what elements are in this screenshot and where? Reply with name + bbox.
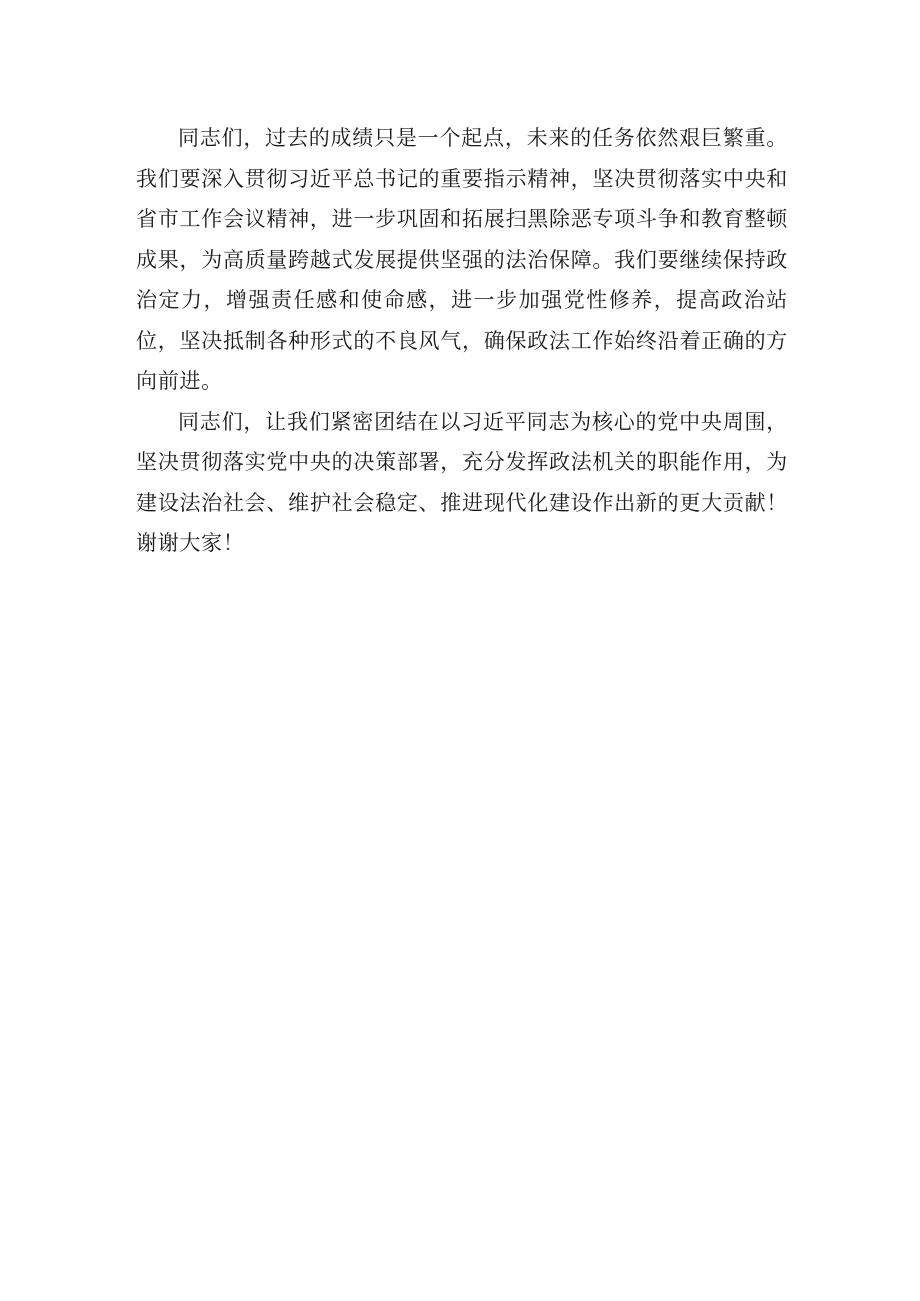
- document-body: [136, 118, 788, 564]
- paragraph-1: 同志们，过去的成绩只是一个起点，未来的任务依然艰巨繁重。我们要深入贯彻习近平总书记的重要指示精神，坚决贯彻落实中央和省市工作会议精神，进一步巩固和拓展扫黑除恶专项斗争和教育整顿成果，为高质量跨越式发展提供坚强的法治保障。我们要继续保持政治定力，增强责任感和使命感，进一步加强党性修养，提高政治站位，坚决抵制各种形式的不良风气，确保政法工作始终沿着正确的方向前进。: [136, 126, 788, 393]
- paragraph-2: 同志们，让我们紧密团结在以习近平同志为核心的党中央周围，坚决贯彻落实党中央的决策部署，充分发挥政法机关的职能作用，为建设法治社会、维护社会稳定、推进现代化建设作出新的更大贡献！谢谢大家！: [136, 409, 788, 555]
